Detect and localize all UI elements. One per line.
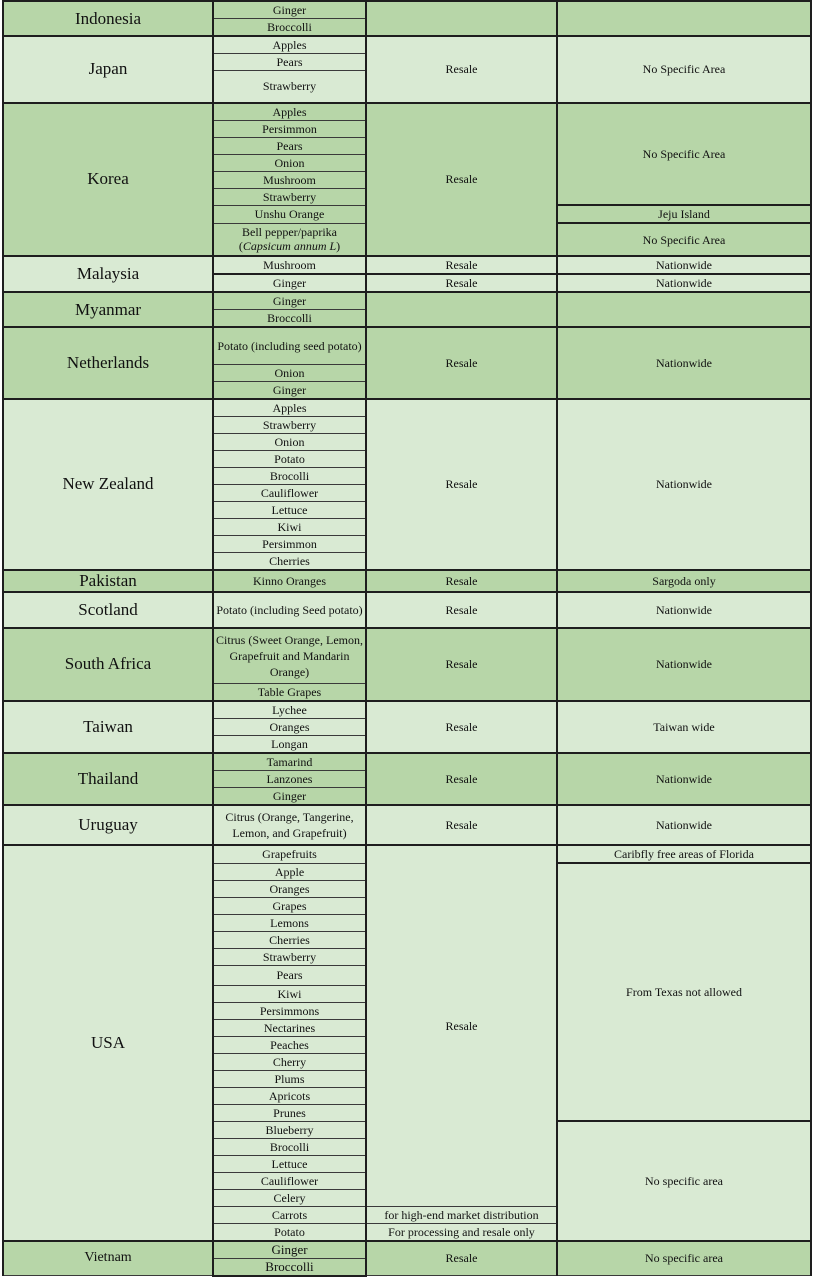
product-cell: Pears bbox=[213, 137, 366, 154]
product-cell: Pears bbox=[213, 54, 366, 71]
product-cell: Ginger bbox=[213, 274, 366, 292]
product-cell: Strawberry bbox=[213, 948, 366, 965]
product-cell: Pears bbox=[213, 965, 366, 985]
product-cell: Lanzones bbox=[213, 771, 366, 788]
product-cell: Citrus (Orange, Tangerine, Lemon, and Grapefruit) bbox=[213, 805, 366, 845]
product-cell: Ginger bbox=[213, 292, 366, 310]
product-cell: Peaches bbox=[213, 1036, 366, 1053]
product-cell: Cherry bbox=[213, 1053, 366, 1070]
product-cell bbox=[213, 223, 366, 256]
product-cell: Table Grapes bbox=[213, 684, 366, 702]
country-cell: Korea bbox=[3, 103, 213, 257]
product-cell: Broccolli bbox=[213, 19, 366, 37]
purpose-cell: Resale bbox=[366, 628, 557, 702]
area-cell: Nationwide bbox=[557, 399, 811, 570]
table-row bbox=[3, 592, 811, 628]
country-cell: Japan bbox=[3, 36, 213, 103]
area-cell bbox=[557, 292, 811, 327]
import-requirements-table bbox=[2, 0, 812, 1277]
product-cell: Prunes bbox=[213, 1104, 366, 1121]
product-cell: Potato (including Seed potato) bbox=[213, 592, 366, 628]
country-cell: Vietnam bbox=[3, 1241, 213, 1276]
table-row bbox=[3, 570, 811, 592]
purpose-cell: Resale bbox=[366, 753, 557, 805]
area-cell: No specific area bbox=[557, 1121, 811, 1241]
table-row bbox=[3, 292, 811, 310]
purpose-cell: Resale bbox=[366, 701, 557, 753]
table-row bbox=[3, 256, 811, 274]
product-cell: Kiwi bbox=[213, 985, 366, 1002]
area-cell: No specific area bbox=[557, 1241, 811, 1276]
country-cell: USA bbox=[3, 845, 213, 1241]
table-row bbox=[3, 628, 811, 684]
product-cell: Oranges bbox=[213, 719, 366, 736]
area-cell: Nationwide bbox=[557, 274, 811, 292]
product-cell: Apples bbox=[213, 103, 366, 121]
purpose-cell: Resale bbox=[366, 274, 557, 292]
product-cell: Strawberry bbox=[213, 188, 366, 205]
area-cell: From Texas not allowed bbox=[557, 863, 811, 1121]
area-cell: Nationwide bbox=[557, 628, 811, 702]
product-cell: Citrus (Sweet Orange, Lemon, Grapefruit and Mandarin Orange) bbox=[213, 628, 366, 684]
product-cell: Longan bbox=[213, 736, 366, 754]
product-cell: Broccolli bbox=[213, 1258, 366, 1276]
table-row bbox=[3, 805, 811, 845]
purpose-cell: for high-end market distribution bbox=[366, 1206, 557, 1223]
product-cell: Brocolli bbox=[213, 467, 366, 484]
product-cell: Brocolli bbox=[213, 1138, 366, 1155]
product-cell: Lettuce bbox=[213, 1155, 366, 1172]
product-cell: Potato bbox=[213, 1223, 366, 1241]
product-cell: Grapefruits bbox=[213, 845, 366, 863]
area-cell: Nationwide bbox=[557, 256, 811, 274]
area-cell: No Specific Area bbox=[557, 103, 811, 206]
product-name: Bell pepper/paprika bbox=[242, 225, 337, 240]
area-cell: Taiwan wide bbox=[557, 701, 811, 753]
purpose-cell: Resale bbox=[366, 592, 557, 628]
product-cell: Apples bbox=[213, 36, 366, 54]
product-cell: Cauliflower bbox=[213, 484, 366, 501]
product-cell: Ginger bbox=[213, 381, 366, 399]
country-cell: South Africa bbox=[3, 628, 213, 702]
product-cell: Nectarines bbox=[213, 1019, 366, 1036]
table-row bbox=[3, 327, 811, 364]
country-cell: Uruguay bbox=[3, 805, 213, 845]
table-row bbox=[3, 845, 811, 863]
product-cell: Onion bbox=[213, 433, 366, 450]
product-cell: Ginger bbox=[213, 1241, 366, 1259]
product-cell: Blueberry bbox=[213, 1121, 366, 1138]
product-cell: Unshu Orange bbox=[213, 205, 366, 223]
area-cell: Nationwide bbox=[557, 805, 811, 845]
product-cell: Mushroom bbox=[213, 171, 366, 188]
product-cell: Broccolli bbox=[213, 310, 366, 328]
area-cell: Jeju Island bbox=[557, 205, 811, 223]
product-cell: Apples bbox=[213, 399, 366, 417]
product-cell: Cauliflower bbox=[213, 1172, 366, 1189]
scientific-name: Capsicum annum L bbox=[242, 239, 337, 254]
product-cell: Kiwi bbox=[213, 518, 366, 535]
product-cell: Onion bbox=[213, 154, 366, 171]
purpose-cell: Resale bbox=[366, 256, 557, 274]
country-cell: Indonesia bbox=[3, 1, 213, 36]
country-cell: Pakistan bbox=[3, 570, 213, 592]
area-cell: Nationwide bbox=[557, 592, 811, 628]
product-cell: Carrots bbox=[213, 1206, 366, 1223]
area-cell: No Specific Area bbox=[557, 36, 811, 103]
product-cell: Apricots bbox=[213, 1087, 366, 1104]
purpose-cell: Resale bbox=[366, 327, 557, 399]
product-cell: Ginger bbox=[213, 788, 366, 806]
product-cell: Potato (including seed potato) bbox=[213, 327, 366, 364]
sci-open: ( bbox=[238, 239, 243, 254]
product-cell: Oranges bbox=[213, 880, 366, 897]
table-row bbox=[3, 753, 811, 771]
country-cell: Scotland bbox=[3, 592, 213, 628]
product-cell: Apple bbox=[213, 863, 366, 880]
product-cell: Onion bbox=[213, 364, 366, 381]
purpose-cell bbox=[366, 292, 557, 327]
country-cell: Myanmar bbox=[3, 292, 213, 327]
product-cell: Celery bbox=[213, 1189, 366, 1206]
country-cell: New Zealand bbox=[3, 399, 213, 570]
area-cell bbox=[557, 1, 811, 36]
purpose-cell bbox=[366, 1, 557, 36]
product-cell: Persimmon bbox=[213, 120, 366, 137]
table-row bbox=[3, 36, 811, 54]
product-cell: Plums bbox=[213, 1070, 366, 1087]
country-cell: Netherlands bbox=[3, 327, 213, 399]
product-cell: Persimmon bbox=[213, 535, 366, 552]
purpose-cell: Resale bbox=[366, 805, 557, 845]
product-cell: Kinno Oranges bbox=[213, 570, 366, 592]
purpose-cell: Resale bbox=[366, 1241, 557, 1276]
product-cell: Lemons bbox=[213, 914, 366, 931]
product-cell: Tamarind bbox=[213, 753, 366, 771]
product-cell: Cherries bbox=[213, 931, 366, 948]
area-cell: Sargoda only bbox=[557, 570, 811, 592]
country-cell: Taiwan bbox=[3, 701, 213, 753]
area-cell: No Specific Area bbox=[557, 223, 811, 256]
area-cell: Nationwide bbox=[557, 753, 811, 805]
product-cell: Strawberry bbox=[213, 416, 366, 433]
sci-close: ) bbox=[336, 239, 341, 254]
purpose-cell: Resale bbox=[366, 36, 557, 103]
product-cell: Strawberry bbox=[213, 71, 366, 103]
product-cell: Grapes bbox=[213, 897, 366, 914]
product-cell: Potato bbox=[213, 450, 366, 467]
product-cell: Persimmons bbox=[213, 1002, 366, 1019]
area-cell: Caribfly free areas of Florida bbox=[557, 845, 811, 863]
table-row bbox=[3, 103, 811, 121]
product-cell: Ginger bbox=[213, 1, 366, 19]
purpose-cell: Resale bbox=[366, 399, 557, 570]
product-cell: Lychee bbox=[213, 701, 366, 719]
area-cell: Nationwide bbox=[557, 327, 811, 399]
purpose-cell: Resale bbox=[366, 103, 557, 257]
country-cell: Malaysia bbox=[3, 256, 213, 292]
product-cell: Cherries bbox=[213, 552, 366, 570]
product-cell: Mushroom bbox=[213, 256, 366, 274]
purpose-cell: Resale bbox=[366, 845, 557, 1206]
table-row bbox=[3, 399, 811, 417]
product-cell: Lettuce bbox=[213, 501, 366, 518]
purpose-cell: For processing and resale only bbox=[366, 1223, 557, 1241]
table-row bbox=[3, 1, 811, 19]
purpose-cell: Resale bbox=[366, 570, 557, 592]
import-table-sheet bbox=[2, 0, 812, 1277]
table-row bbox=[3, 1241, 811, 1259]
table-row bbox=[3, 701, 811, 719]
country-cell: Thailand bbox=[3, 753, 213, 805]
